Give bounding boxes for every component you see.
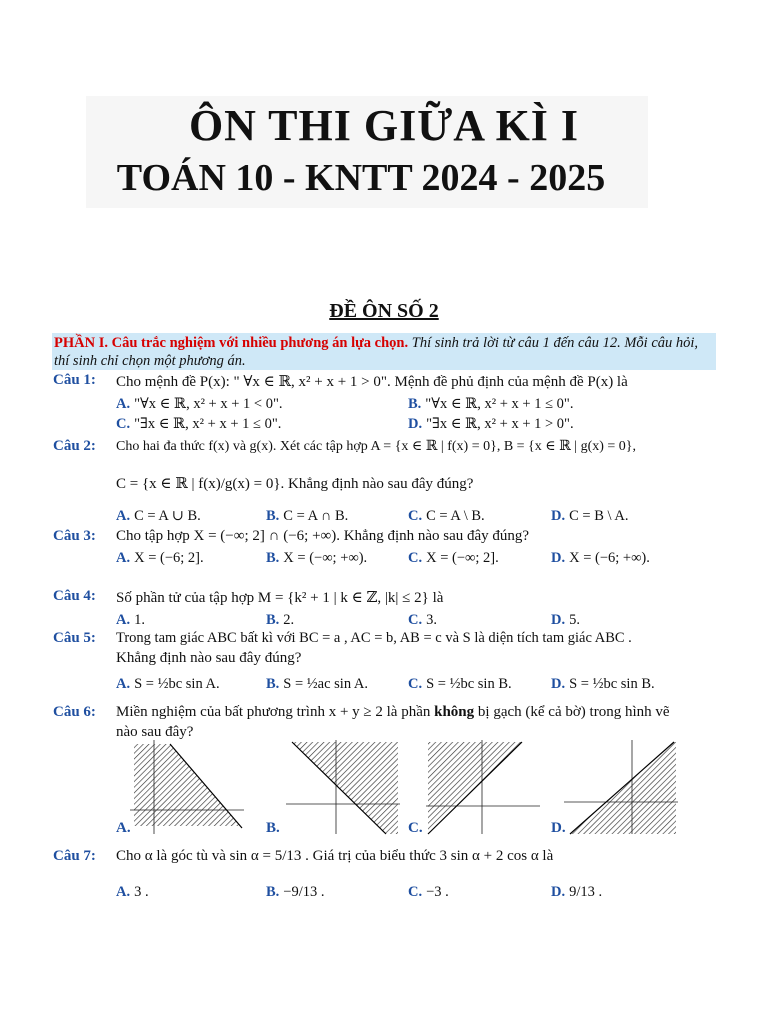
- question-text-cont: C = {x ∈ ℝ | f(x)/g(x) = 0}. Khẳng định nào sau đây đúng?: [116, 476, 474, 492]
- option-b[interactable]: B. S = ½ac sin A.: [266, 676, 369, 692]
- graph-figure-c: [426, 740, 542, 836]
- option-b[interactable]: B. 2.: [266, 612, 295, 628]
- option-c[interactable]: C. C = A \ B.: [408, 508, 485, 524]
- graph-figure-a: [130, 740, 246, 836]
- option-a[interactable]: A. C = A ∪ B.: [116, 508, 201, 524]
- part-instruction: Thí sinh trả lời từ câu 1 đến câu 12. Mỗi câu hỏi, thí sinh chỉ chọn một phương án.: [54, 335, 699, 369]
- question-text: Cho mệnh đề P(x): " ∀x ∈ ℝ, x² + x + 1 > 0". Mệnh đề phủ định của mệnh đề P(x) là: [116, 374, 628, 390]
- question-number: Câu 6:: [53, 704, 96, 720]
- question-text: Cho α là góc tù và sin α = 5/13 . Giá trị của biểu thức 3 sin α + 2 cos α là: [116, 848, 554, 864]
- question-text: Trong tam giác ABC bất kì với BC = a , AC = b, AB = c và S là diện tích tam giác ABC .: [116, 630, 632, 646]
- option-c[interactable]: C. S = ½bc sin B.: [408, 676, 512, 692]
- question-text: Số phần tử của tập hợp M = {k² + 1 | k ∈ ℤ, |k| ≤ 2} là: [116, 590, 444, 606]
- question-text-cont: nào sau đây?: [116, 724, 194, 740]
- graph-figure-d: [564, 740, 680, 836]
- option-c[interactable]: C. "∃x ∈ ℝ, x² + x + 1 ≤ 0".: [116, 416, 282, 432]
- question-number: Câu 3:: [53, 528, 96, 544]
- option-d[interactable]: D. 9/13 .: [551, 884, 603, 900]
- question-number: Câu 1:: [53, 372, 96, 388]
- question-text-cont: Khẳng định nào sau đây đúng?: [116, 650, 302, 666]
- option-d[interactable]: D.: [551, 820, 566, 836]
- option-d[interactable]: D. S = ½bc sin B.: [551, 676, 655, 692]
- exam-title: ĐỀ ÔN SỐ 2: [329, 300, 439, 322]
- option-c[interactable]: C. −3 .: [408, 884, 449, 900]
- part-label: PHẦN I. Câu trắc nghiệm với nhiều phương án lựa chọn.: [54, 335, 409, 351]
- option-b[interactable]: B. "∀x ∈ ℝ, x² + x + 1 ≤ 0".: [408, 396, 574, 412]
- option-a[interactable]: A. "∀x ∈ ℝ, x² + x + 1 < 0".: [116, 396, 283, 412]
- option-b[interactable]: B. C = A ∩ B.: [266, 508, 349, 524]
- option-d[interactable]: D. "∃x ∈ ℝ, x² + x + 1 > 0".: [408, 416, 574, 432]
- option-d[interactable]: D. 5.: [551, 612, 580, 628]
- part-instructions: [52, 333, 716, 370]
- option-b[interactable]: B. X = (−∞; +∞).: [266, 550, 368, 566]
- document-subtitle: TOÁN 10 - KNTT 2024 - 2025: [116, 157, 606, 199]
- question-number: Câu 2:: [53, 438, 96, 454]
- option-a[interactable]: A.: [116, 820, 131, 836]
- option-b[interactable]: B.: [266, 820, 280, 836]
- option-d[interactable]: D. X = (−6; +∞).: [551, 550, 650, 566]
- option-a[interactable]: A. X = (−6; 2].: [116, 550, 204, 566]
- option-d[interactable]: D. C = B \ A.: [551, 508, 629, 524]
- option-c[interactable]: C. X = (−∞; 2].: [408, 550, 499, 566]
- question-number: Câu 7:: [53, 848, 96, 864]
- option-a[interactable]: A. S = ½bc sin A.: [116, 676, 220, 692]
- option-c[interactable]: C.: [408, 820, 423, 836]
- graph-figure-b: [286, 740, 402, 836]
- question-number: Câu 5:: [53, 630, 96, 646]
- question-text: Cho tập hợp X = (−∞; 2] ∩ (−6; +∞). Khẳng định nào sau đây đúng?: [116, 528, 530, 544]
- option-c[interactable]: C. 3.: [408, 612, 437, 628]
- option-b[interactable]: B. −9/13 .: [266, 884, 325, 900]
- option-a[interactable]: A. 3 .: [116, 884, 149, 900]
- question-number: Câu 4:: [53, 588, 96, 604]
- question-text: Miền nghiệm của bất phương trình x + y ≥ 2 là phần không bị gạch (kể cả bờ) trong hình vẽ: [116, 704, 670, 720]
- question-text: Cho hai đa thức f(x) và g(x). Xét các tập hợp A = {x ∈ ℝ | f(x) = 0}, B = {x ∈ ℝ | g(x) = 0},: [116, 439, 637, 454]
- document-title: ÔN THI GIỮA KÌ I: [188, 101, 580, 150]
- option-a[interactable]: A. 1.: [116, 612, 145, 628]
